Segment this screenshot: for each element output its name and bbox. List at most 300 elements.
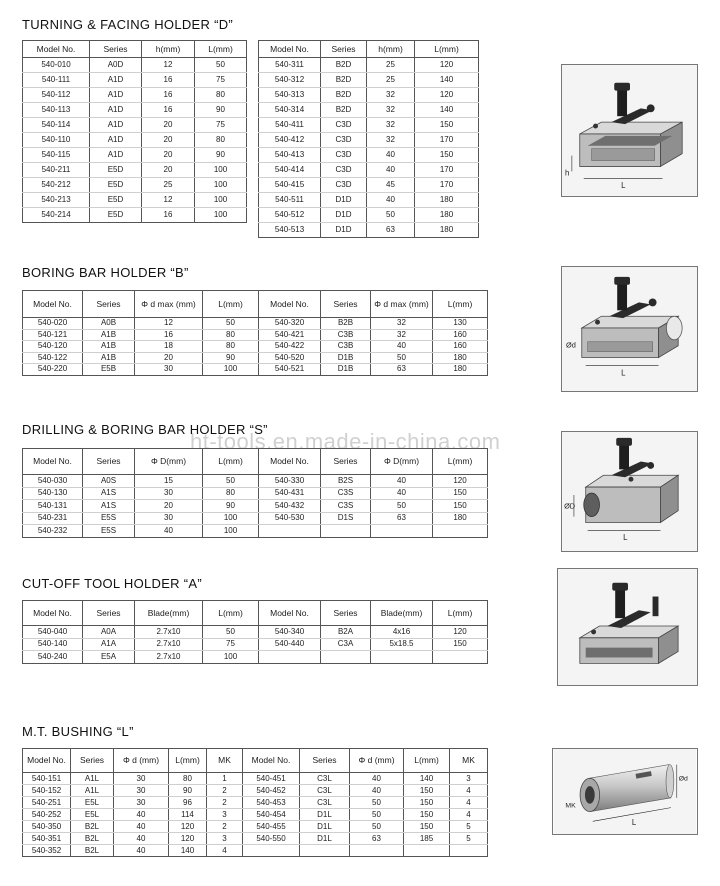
table-cell: 50 bbox=[350, 797, 404, 809]
table-row bbox=[259, 88, 479, 103]
table-cell: 2 bbox=[207, 797, 243, 809]
table-cell: 540-415 bbox=[259, 178, 321, 193]
table-cell: 100 bbox=[203, 364, 259, 376]
column-header: Φ d max (mm) bbox=[135, 291, 203, 318]
holder-d-image bbox=[561, 64, 698, 197]
column-header: Model No. bbox=[23, 449, 83, 475]
table-cell: A1L bbox=[71, 773, 114, 785]
table-cell: 540-251 bbox=[23, 797, 71, 809]
table-cell: 540-312 bbox=[259, 73, 321, 88]
table-cell: 540-140 bbox=[23, 638, 83, 651]
table-cell: 40 bbox=[114, 833, 169, 845]
table-cell bbox=[243, 845, 300, 857]
table-cell: C3S bbox=[321, 500, 371, 513]
table-cell: 150 bbox=[415, 118, 479, 133]
column-header: Φ d (mm) bbox=[350, 749, 404, 773]
table-cell: 20 bbox=[135, 500, 203, 513]
table-cell: A1B bbox=[83, 352, 135, 364]
table-row bbox=[23, 208, 247, 223]
section-title-d: TURNING & FACING HOLDER “D” bbox=[22, 17, 234, 32]
table-cell: 540-521 bbox=[259, 364, 321, 376]
column-header: Model No. bbox=[259, 449, 321, 475]
table-cell: 3 bbox=[207, 809, 243, 821]
table-cell: 180 bbox=[433, 364, 488, 376]
table-cell: 540-412 bbox=[259, 133, 321, 148]
table-cell: A1D bbox=[90, 118, 142, 133]
table-cell: E5D bbox=[90, 163, 142, 178]
table-cell: 170 bbox=[415, 163, 479, 178]
table-cell: 540-340 bbox=[259, 626, 321, 639]
bushing-l-illustration bbox=[553, 749, 697, 834]
table-cell bbox=[300, 845, 350, 857]
table-cell: 540-511 bbox=[259, 193, 321, 208]
table-cell: 540-020 bbox=[23, 318, 83, 330]
table-cell: 90 bbox=[203, 352, 259, 364]
table-cell: 2.7x10 bbox=[135, 626, 203, 639]
table-cell: C3D bbox=[321, 118, 367, 133]
table-cell: 540-455 bbox=[243, 821, 300, 833]
column-header: Φ d (mm) bbox=[114, 749, 169, 773]
table-cell: 100 bbox=[203, 512, 259, 525]
table-cell bbox=[321, 651, 371, 664]
section-title-a: CUT-OFF TOOL HOLDER “A” bbox=[22, 576, 203, 591]
table-cell: 50 bbox=[203, 626, 259, 639]
column-header: h(mm) bbox=[367, 41, 415, 58]
table-cell bbox=[350, 845, 404, 857]
table-cell: C3D bbox=[321, 163, 367, 178]
table-cell: D1D bbox=[321, 193, 367, 208]
table-cell: 540-010 bbox=[23, 58, 90, 73]
table-cell: 32 bbox=[367, 103, 415, 118]
table-cell: 40 bbox=[367, 148, 415, 163]
table-cell: B2D bbox=[321, 88, 367, 103]
table-row bbox=[23, 133, 247, 148]
table-cell: 30 bbox=[135, 487, 203, 500]
table-cell: 40 bbox=[371, 487, 433, 500]
table-cell: 540-520 bbox=[259, 352, 321, 364]
table-cell: D1D bbox=[321, 223, 367, 238]
dim-l-label: L bbox=[621, 181, 626, 191]
table-cell: 100 bbox=[195, 178, 247, 193]
table-cell: 540-115 bbox=[23, 148, 90, 163]
table-cell: B2L bbox=[71, 833, 114, 845]
column-header: Model No. bbox=[23, 291, 83, 318]
table-cell: 540-451 bbox=[243, 773, 300, 785]
table-cell: E5L bbox=[71, 797, 114, 809]
column-header: L(mm) bbox=[433, 601, 488, 626]
table-cell: 2 bbox=[207, 785, 243, 797]
table-cell: 50 bbox=[195, 58, 247, 73]
column-header: MK bbox=[207, 749, 243, 773]
table-cell: 150 bbox=[404, 785, 450, 797]
table-row bbox=[23, 809, 488, 821]
table-cell: 540-313 bbox=[259, 88, 321, 103]
table-cell: 150 bbox=[433, 500, 488, 513]
table-cell: 540-413 bbox=[259, 148, 321, 163]
table-cell: D1S bbox=[321, 512, 371, 525]
table-row bbox=[23, 512, 488, 525]
column-header: L(mm) bbox=[433, 449, 488, 475]
table-cell: 2.7x10 bbox=[135, 651, 203, 664]
table-cell: E5L bbox=[71, 809, 114, 821]
table-cell: 50 bbox=[350, 809, 404, 821]
table-cell: E5B bbox=[83, 364, 135, 376]
table-cell: 32 bbox=[371, 318, 433, 330]
table-cell: 100 bbox=[195, 193, 247, 208]
table-cell: 540-113 bbox=[23, 103, 90, 118]
table-cell: 150 bbox=[404, 797, 450, 809]
table-row bbox=[259, 208, 479, 223]
table-cell: 25 bbox=[142, 178, 195, 193]
spec-table-s bbox=[22, 448, 488, 538]
table-cell: 540-512 bbox=[259, 208, 321, 223]
table-cell: B2D bbox=[321, 58, 367, 73]
table-cell: 45 bbox=[367, 178, 415, 193]
table-cell: 150 bbox=[433, 487, 488, 500]
table-cell: 40 bbox=[367, 163, 415, 178]
table-cell: 540-114 bbox=[23, 118, 90, 133]
table-row bbox=[23, 341, 488, 353]
section-title-b: BORING BAR HOLDER “B” bbox=[22, 265, 189, 280]
table-row bbox=[23, 193, 247, 208]
table-cell: A1D bbox=[90, 73, 142, 88]
spec-table-a bbox=[22, 600, 488, 664]
table-cell: C3S bbox=[321, 487, 371, 500]
table-row bbox=[259, 163, 479, 178]
table-cell: 540-213 bbox=[23, 193, 90, 208]
column-header: MK bbox=[450, 749, 488, 773]
table-cell: 12 bbox=[142, 193, 195, 208]
table-cell: 63 bbox=[371, 364, 433, 376]
table-cell: 540-350 bbox=[23, 821, 71, 833]
table-cell: 150 bbox=[433, 638, 488, 651]
dim-l-label-l: L bbox=[631, 818, 637, 828]
column-header: Model No. bbox=[23, 749, 71, 773]
table-cell: 90 bbox=[169, 785, 207, 797]
table-cell: 80 bbox=[203, 487, 259, 500]
table-cell: 40 bbox=[367, 193, 415, 208]
table-cell: 20 bbox=[142, 163, 195, 178]
table-cell: 540-454 bbox=[243, 809, 300, 821]
table-cell: 540-232 bbox=[23, 525, 83, 538]
table-cell: 540-212 bbox=[23, 178, 90, 193]
table-row bbox=[259, 58, 479, 73]
holder-s-illustration bbox=[562, 432, 697, 551]
table-cell: 100 bbox=[195, 163, 247, 178]
table-cell: 96 bbox=[169, 797, 207, 809]
table-cell: 80 bbox=[195, 88, 247, 103]
table-cell: 540-151 bbox=[23, 773, 71, 785]
spec-table-d-right bbox=[258, 40, 479, 238]
table-cell: C3L bbox=[300, 785, 350, 797]
table-cell: 540-550 bbox=[243, 833, 300, 845]
table-cell: B2D bbox=[321, 73, 367, 88]
table-cell: 120 bbox=[169, 821, 207, 833]
table-cell: 180 bbox=[433, 512, 488, 525]
table-cell: 90 bbox=[195, 148, 247, 163]
table-row bbox=[23, 785, 488, 797]
table-cell: 540-152 bbox=[23, 785, 71, 797]
table-row bbox=[23, 148, 247, 163]
table-cell: 18 bbox=[135, 341, 203, 353]
table-cell: A0D bbox=[90, 58, 142, 73]
table-cell: 20 bbox=[142, 133, 195, 148]
table-cell: 540-111 bbox=[23, 73, 90, 88]
table-cell: 540-530 bbox=[259, 512, 321, 525]
table-cell: D1B bbox=[321, 352, 371, 364]
table-cell: A1D bbox=[90, 88, 142, 103]
bushing-l-image bbox=[552, 748, 698, 835]
section-title-l: M.T. BUSHING “L” bbox=[22, 724, 134, 739]
dim-od-label: Ød bbox=[566, 340, 576, 350]
table-cell: 12 bbox=[142, 58, 195, 73]
table-row bbox=[23, 500, 488, 513]
table-cell: 25 bbox=[367, 58, 415, 73]
table-cell: 32 bbox=[371, 329, 433, 341]
table-cell: 16 bbox=[142, 103, 195, 118]
table-cell: 63 bbox=[371, 512, 433, 525]
table-cell: 63 bbox=[367, 223, 415, 238]
table-cell: 100 bbox=[203, 525, 259, 538]
table-cell: B2A bbox=[321, 626, 371, 639]
table-cell: 540-414 bbox=[259, 163, 321, 178]
table-cell: 32 bbox=[367, 133, 415, 148]
dim-l-label-b: L bbox=[621, 368, 626, 378]
column-header: Model No. bbox=[259, 291, 321, 318]
table-cell: D1L bbox=[300, 821, 350, 833]
table-cell: 540-120 bbox=[23, 341, 83, 353]
holder-b-image bbox=[561, 266, 698, 392]
table-cell: 30 bbox=[114, 797, 169, 809]
column-header: Series bbox=[321, 449, 371, 475]
watermark: ht-tools.en.made-in-china.com bbox=[190, 429, 501, 454]
table-cell: 185 bbox=[404, 833, 450, 845]
column-header: h(mm) bbox=[142, 41, 195, 58]
table-cell: A1D bbox=[90, 133, 142, 148]
table-cell: 20 bbox=[135, 352, 203, 364]
table-cell: 120 bbox=[415, 88, 479, 103]
table-cell: C3L bbox=[300, 797, 350, 809]
table-cell bbox=[450, 845, 488, 857]
table-cell: D1L bbox=[300, 833, 350, 845]
table-row bbox=[23, 73, 247, 88]
table-cell: 40 bbox=[114, 821, 169, 833]
column-header: L(mm) bbox=[433, 291, 488, 318]
column-header: Series bbox=[321, 291, 371, 318]
holder-s-image bbox=[561, 431, 698, 552]
table-cell: A0B bbox=[83, 318, 135, 330]
table-cell: 120 bbox=[433, 626, 488, 639]
table-cell: 75 bbox=[195, 73, 247, 88]
table-cell: A1S bbox=[83, 500, 135, 513]
table-cell: 540-211 bbox=[23, 163, 90, 178]
table-cell: E5D bbox=[90, 193, 142, 208]
table-cell: 540-351 bbox=[23, 833, 71, 845]
table-cell: 540-452 bbox=[243, 785, 300, 797]
table-cell: A1S bbox=[83, 487, 135, 500]
table-cell: 90 bbox=[195, 103, 247, 118]
table-cell: 540-352 bbox=[23, 845, 71, 857]
table-row bbox=[23, 475, 488, 488]
table-cell: 3 bbox=[450, 773, 488, 785]
table-cell: 50 bbox=[371, 500, 433, 513]
table-cell: E5D bbox=[90, 178, 142, 193]
table-cell: 140 bbox=[415, 103, 479, 118]
table-row bbox=[259, 118, 479, 133]
table-cell: 130 bbox=[433, 318, 488, 330]
table-row bbox=[259, 103, 479, 118]
table-cell: 30 bbox=[114, 785, 169, 797]
table-cell: 4x16 bbox=[371, 626, 433, 639]
column-header: Series bbox=[83, 601, 135, 626]
table-cell: 540-314 bbox=[259, 103, 321, 118]
table-row bbox=[23, 821, 488, 833]
table-cell: 180 bbox=[415, 223, 479, 238]
table-row bbox=[23, 329, 488, 341]
table-cell: 50 bbox=[367, 208, 415, 223]
table-cell: 40 bbox=[350, 773, 404, 785]
table-cell bbox=[371, 525, 433, 538]
table-cell: 150 bbox=[404, 809, 450, 821]
table-cell: 540-320 bbox=[259, 318, 321, 330]
column-header: L(mm) bbox=[404, 749, 450, 773]
table-cell: 540-112 bbox=[23, 88, 90, 103]
table-cell: 4 bbox=[450, 785, 488, 797]
table-cell: 80 bbox=[195, 133, 247, 148]
table-row bbox=[259, 73, 479, 88]
table-row bbox=[23, 487, 488, 500]
table-cell: A1B bbox=[83, 329, 135, 341]
table-cell bbox=[259, 651, 321, 664]
holder-b-illustration bbox=[562, 267, 697, 391]
table-cell: A0S bbox=[83, 475, 135, 488]
table-cell: 2.7x10 bbox=[135, 638, 203, 651]
table-cell: 540-030 bbox=[23, 475, 83, 488]
column-header: L(mm) bbox=[203, 601, 259, 626]
table-row bbox=[23, 797, 488, 809]
table-cell: 75 bbox=[203, 638, 259, 651]
spec-table-l bbox=[22, 748, 488, 857]
column-header: L(mm) bbox=[195, 41, 247, 58]
column-header: L(mm) bbox=[415, 41, 479, 58]
table-cell: C3B bbox=[321, 329, 371, 341]
table-cell: E5S bbox=[83, 525, 135, 538]
table-row bbox=[259, 223, 479, 238]
table-cell: A0A bbox=[83, 626, 135, 639]
table-row bbox=[259, 178, 479, 193]
table-cell: 180 bbox=[415, 193, 479, 208]
table-cell: 80 bbox=[203, 329, 259, 341]
column-header: Blade(mm) bbox=[135, 601, 203, 626]
table-cell: 540-121 bbox=[23, 329, 83, 341]
column-header: Series bbox=[71, 749, 114, 773]
table-cell: C3D bbox=[321, 178, 367, 193]
table-cell: 30 bbox=[114, 773, 169, 785]
table-cell: 540-040 bbox=[23, 626, 83, 639]
table-cell: 4 bbox=[450, 809, 488, 821]
table-cell: 50 bbox=[350, 821, 404, 833]
table-cell: 540-131 bbox=[23, 500, 83, 513]
table-cell: 120 bbox=[433, 475, 488, 488]
table-cell: 170 bbox=[415, 133, 479, 148]
table-cell: 4 bbox=[207, 845, 243, 857]
table-cell: 540-240 bbox=[23, 651, 83, 664]
table-cell: 12 bbox=[135, 318, 203, 330]
table-cell: 63 bbox=[350, 833, 404, 845]
table-cell: 40 bbox=[371, 475, 433, 488]
table-cell: 540-311 bbox=[259, 58, 321, 73]
table-cell: 540-513 bbox=[259, 223, 321, 238]
table-cell: 540-421 bbox=[259, 329, 321, 341]
table-cell: A1D bbox=[90, 103, 142, 118]
table-cell: 150 bbox=[415, 148, 479, 163]
table-cell: 40 bbox=[114, 845, 169, 857]
table-cell: 540-220 bbox=[23, 364, 83, 376]
table-cell: C3D bbox=[321, 148, 367, 163]
table-cell: 5 bbox=[450, 821, 488, 833]
table-cell: 140 bbox=[404, 773, 450, 785]
table-cell bbox=[433, 525, 488, 538]
table-cell: C3D bbox=[321, 133, 367, 148]
table-cell: 80 bbox=[169, 773, 207, 785]
table-row bbox=[23, 651, 488, 664]
column-header: L(mm) bbox=[169, 749, 207, 773]
table-cell: 25 bbox=[367, 73, 415, 88]
table-row bbox=[23, 525, 488, 538]
column-header: L(mm) bbox=[203, 291, 259, 318]
table-cell: E5D bbox=[90, 208, 142, 223]
table-row bbox=[23, 845, 488, 857]
table-cell: 540-214 bbox=[23, 208, 90, 223]
table-cell bbox=[433, 651, 488, 664]
table-cell: E5S bbox=[83, 512, 135, 525]
table-cell: 180 bbox=[415, 208, 479, 223]
table-cell: 16 bbox=[142, 73, 195, 88]
table-cell: 40 bbox=[350, 785, 404, 797]
table-cell: C3L bbox=[300, 773, 350, 785]
table-cell: 180 bbox=[433, 352, 488, 364]
spec-table-b bbox=[22, 290, 488, 376]
table-cell: A1D bbox=[90, 148, 142, 163]
table-cell: 80 bbox=[203, 341, 259, 353]
table-cell: A1L bbox=[71, 785, 114, 797]
dim-od-label-s: ØD bbox=[564, 501, 576, 511]
table-cell: 140 bbox=[169, 845, 207, 857]
column-header: Model No. bbox=[259, 41, 321, 58]
table-cell: 540-330 bbox=[259, 475, 321, 488]
column-header: Series bbox=[90, 41, 142, 58]
table-row bbox=[259, 133, 479, 148]
table-cell: 4 bbox=[450, 797, 488, 809]
table-row bbox=[259, 193, 479, 208]
table-cell: 540-122 bbox=[23, 352, 83, 364]
column-header: Φ d max (mm) bbox=[371, 291, 433, 318]
table-cell: 50 bbox=[203, 318, 259, 330]
table-row bbox=[23, 118, 247, 133]
table-cell: 90 bbox=[203, 500, 259, 513]
table-cell: 540-422 bbox=[259, 341, 321, 353]
column-header: Series bbox=[83, 291, 135, 318]
table-row bbox=[23, 364, 488, 376]
table-cell: A1B bbox=[83, 341, 135, 353]
table-cell: B2B bbox=[321, 318, 371, 330]
table-cell: 40 bbox=[114, 809, 169, 821]
column-header: Φ D(mm) bbox=[371, 449, 433, 475]
column-header: Model No. bbox=[23, 41, 90, 58]
table-cell: 20 bbox=[142, 118, 195, 133]
table-cell: 50 bbox=[203, 475, 259, 488]
dim-od-label-l: Ød bbox=[678, 775, 688, 783]
